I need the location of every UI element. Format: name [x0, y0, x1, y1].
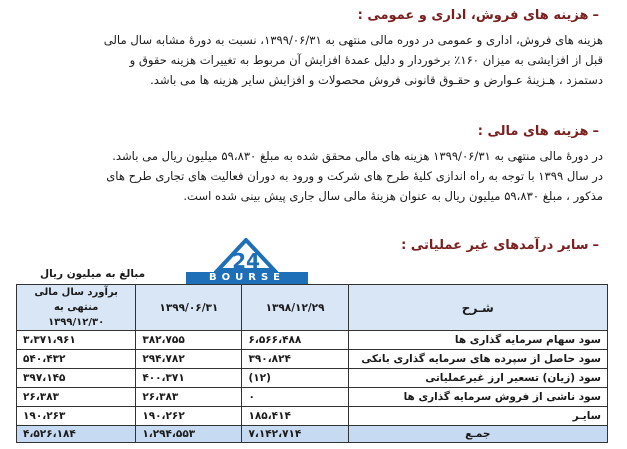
row-value-estimate: ۱۹۰،۲۶۳ [17, 407, 136, 426]
total-description: جمـع [348, 426, 607, 443]
paragraph-selling-admin-expenses [20, 30, 603, 90]
heading-financial-expenses: –هزینه های مالی : [477, 124, 599, 139]
heading-selling-admin-expenses: –هزینه های فروش، اداری و عمومی : [357, 8, 599, 23]
heading-non-operating-income: –سایر درآمدهای غیر عملیاتی : [401, 238, 599, 253]
header-1398: ۱۳۹۸/۱۲/۲۹ [242, 285, 348, 331]
bourse-logo-icon [214, 238, 278, 272]
row-value-estimate: ۲۶،۳۸۳ [17, 388, 136, 407]
row-value-1399-06: ۲۶،۳۸۳ [136, 388, 242, 407]
row-value-1398: ۶،۵۶۶،۴۸۸ [242, 331, 348, 350]
paragraph-line: دستمزد ، هـزینهٔ عـوارض و حقـوق قانونی فروش محصولات و افزایش سایر هزینه ها می باشد. [150, 73, 603, 87]
header-description: شـرح [348, 285, 607, 331]
row-description: سود سهام سرمایه گذاری ها [348, 331, 607, 350]
row-value-estimate: ۵۴۰،۴۳۲ [17, 350, 136, 369]
table-total-row [17, 426, 608, 443]
non-operating-income-table [16, 284, 608, 443]
row-value-estimate: ۳۹۷،۱۴۵ [17, 369, 136, 388]
row-description: سود حاصل از سپرده های سرمایه گذاری بانکی [348, 350, 607, 369]
paragraph-line: در دورهٔ مالی منتهی به ۱۳۹۹/۰۶/۳۱ هزینه های مالی محقق شده به مبلغ ۵۹،۸۳۰ میلیون ریال می باشد. [112, 149, 603, 163]
total-value-estimate: ۴،۵۲۶،۱۸۴ [17, 426, 136, 443]
table-header-row [17, 285, 608, 331]
row-value-1399-06: ۱۹۰،۲۶۲ [136, 407, 242, 426]
table-row [17, 388, 608, 407]
row-description: سود (زیان) تسعیر ارز غیرعملیاتی [348, 369, 607, 388]
row-value-1399-06: ۴۰۰،۳۷۱ [136, 369, 242, 388]
row-value-estimate: ۳،۳۷۱،۹۶۱ [17, 331, 136, 350]
row-value-1399-06: ۳۸۲،۷۵۵ [136, 331, 242, 350]
svg-text:24: 24 [232, 249, 260, 272]
row-value-1398: (۱۲) [242, 369, 348, 388]
table-row [17, 369, 608, 388]
paragraph-line: در سال ۱۳۹۹ با توجه به راه اندازی کلیهٔ طرح های شرکت و ورود به دوران فعالیت های تجاری طرح های [106, 169, 603, 183]
table-row [17, 331, 608, 350]
header-1399-06: ۱۳۹۹/۰۶/۳۱ [136, 285, 242, 331]
header-estimate-line1: برآورد سال مالی منتهی به [34, 287, 118, 313]
row-value-1398: ٠ [242, 388, 348, 407]
row-description: سایـر [348, 407, 607, 426]
row-description: سود ناشی از فروش سرمایه گذاری ها [348, 388, 607, 407]
paragraph-financial-expenses [20, 146, 603, 206]
header-estimate-line2: ۱۳۹۹/۱۲/۳۰ [48, 317, 105, 328]
paragraph-line: قبل از افزایشی به میزان ۱۶۰٪ برخوردار و دلیل عمدهٔ افزایش آن مربوط به تغییرات هزینه حقوق و [129, 53, 603, 67]
amount-unit-label: مبالغ به میلیون ریال [40, 268, 146, 280]
total-value-1399-06: ۱،۲۹۴،۵۵۳ [136, 426, 242, 443]
paragraph-line: مذکور ، مبلغ ۵۹،۸۳۰ میلیون ریال به عنوان هزینهٔ مالی سال جاری پیش بینی شده است. [183, 189, 603, 203]
header-estimate [17, 285, 136, 331]
row-value-1398: ۳۹۰،۸۲۴ [242, 350, 348, 369]
total-value-1398: ۷،۱۴۲،۷۱۴ [242, 426, 348, 443]
logo-wordmark: BOURSE [186, 272, 308, 284]
paragraph-line: هزینه های فروش، اداری و عمومی در دوره مالی منتهی به ۱۳۹۹/۰۶/۳۱، نسبت به دورهٔ مشابه سال مالی [103, 33, 603, 47]
table-row [17, 350, 608, 369]
table-row [17, 407, 608, 426]
row-value-1399-06: ۲۹۴،۷۸۲ [136, 350, 242, 369]
row-value-1398: ۱۸۵،۴۱۴ [242, 407, 348, 426]
